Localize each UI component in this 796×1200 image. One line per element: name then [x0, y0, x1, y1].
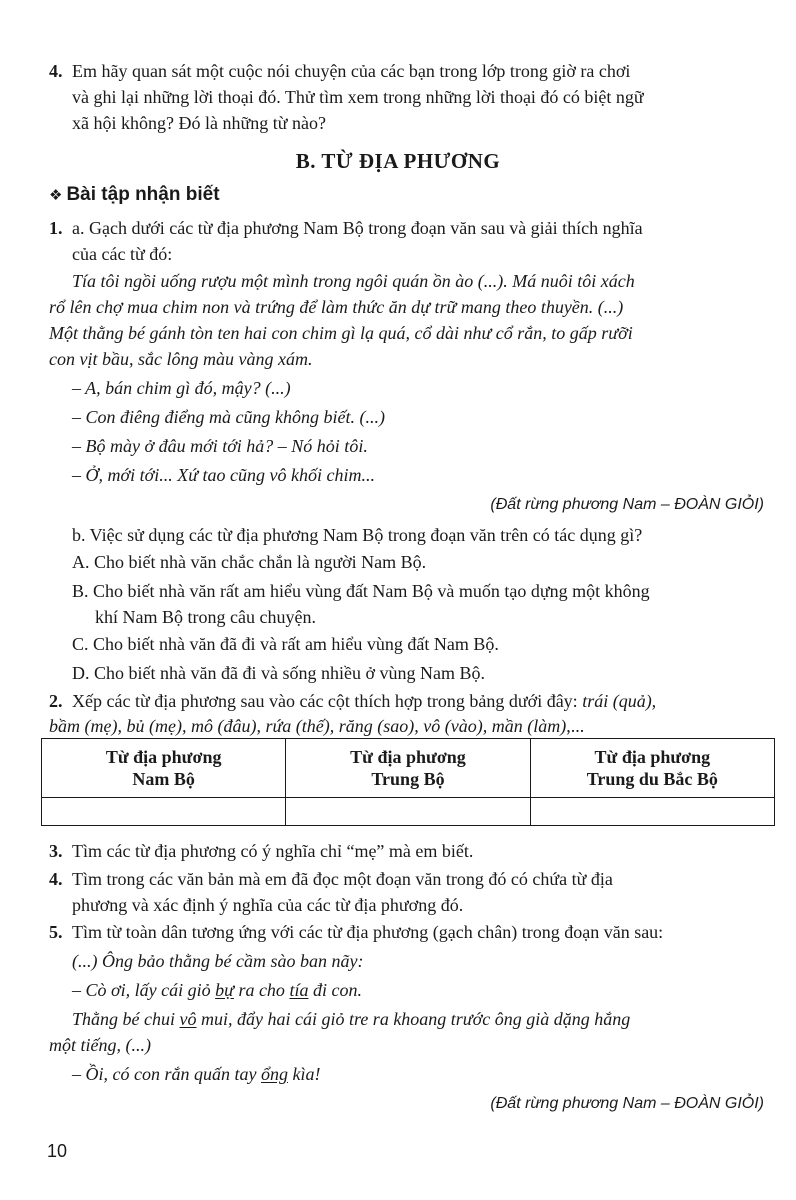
answer-option-a: A. Cho biết nhà văn chắc chắn là người Nam Bộ.	[72, 552, 427, 572]
passage-text: kìa!	[287, 1064, 321, 1084]
passage-text: – Cò ơi, lấy cái giỏ	[72, 980, 216, 1000]
exercise-line: Em hãy quan sát một cuộc nói chuyện của các bạn trong lớp trong giờ ra chơi	[72, 61, 631, 81]
exercise-number: 1.	[49, 218, 63, 238]
passage-line	[72, 1063, 320, 1085]
column-header-trung-bo	[286, 739, 530, 798]
header-line: Từ địa phương	[105, 747, 222, 767]
dialogue-line: – A, bán chim gì đó, mậy? (...)	[72, 378, 291, 398]
section-title: B. TỪ ĐỊA PHƯƠNG	[295, 149, 501, 173]
question-text: b. Việc sử dụng các từ địa phương Nam Bộ trong đoạn văn trên có tác dụng gì?	[72, 525, 643, 545]
table-header-row	[42, 739, 775, 798]
question-text: Tìm trong các văn bản mà em đã đọc một đoạn văn trong đó có chứa từ địa	[72, 869, 613, 889]
underlined-dialect-word: vô	[179, 1009, 197, 1029]
answer-option-d: D. Cho biết nhà văn đã đi và sống nhiều ở vùng Nam Bộ.	[72, 663, 485, 683]
exercise-number: 3.	[49, 841, 63, 861]
passage-line: một tiếng, (...)	[49, 1035, 151, 1055]
passage-line: (...) Ông bảo thằng bé cầm sào ban nãy:	[72, 951, 364, 971]
answer-option-b: B. Cho biết nhà văn rất am hiểu vùng đất Nam Bộ và muốn tạo dựng một không	[72, 581, 650, 601]
underlined-dialect-word: ổng	[260, 1064, 288, 1084]
underlined-dialect-word: bự	[215, 980, 234, 1000]
passage-text: ra cho	[233, 980, 290, 1000]
table-cell	[42, 798, 286, 826]
passage-line: Tía tôi ngồi uống rượu một mình trong ngôi quán ồn ào (...). Má nuôi tôi xách	[72, 271, 635, 291]
column-header-nam-bo	[42, 739, 286, 798]
header-line: Trung du Bắc Bộ	[586, 769, 718, 789]
passage-text: đi con.	[308, 980, 362, 1000]
header-line: Từ địa phương	[594, 747, 711, 767]
question-text-words: bầm (mẹ), bủ (mẹ), mô (đâu), rứa (thế), răng (sao), vô (vào), mần (làm)	[49, 716, 567, 736]
passage-line	[72, 979, 362, 1001]
answer-option-b-cont: khí Nam Bộ trong câu chuyện.	[95, 607, 316, 627]
dialogue-line: – Con điêng điểng mà cũng không biết. (...)	[72, 407, 385, 427]
table-row	[42, 798, 775, 826]
question-text: của các từ đó:	[72, 244, 173, 264]
header-line: Trung Bộ	[371, 769, 445, 789]
question-text: a. Gạch dưới các từ địa phương Nam Bộ trong đoạn văn sau và giải thích nghĩa	[72, 218, 643, 238]
table-cell	[530, 798, 774, 826]
underlined-dialect-word: tía	[289, 980, 309, 1000]
subsection-title	[49, 184, 220, 207]
table-cell	[286, 798, 530, 826]
answer-option-c: C. Cho biết nhà văn đã đi và rất am hiểu vùng đất Nam Bộ.	[72, 634, 499, 654]
question-text: Tìm các từ địa phương có ý nghĩa chỉ “mẹ” mà em biết.	[72, 841, 474, 861]
passage-text: mui, đẩy hai cái giỏ tre ra khoang trước ông già dặng hắng	[196, 1009, 631, 1029]
question-text-words: trái (quả),	[582, 691, 657, 711]
passage-line: rổ lên chợ mua chim non và trứng để làm thức ăn dự trữ mang theo thuyền. (...)	[49, 297, 624, 317]
page-number: 10	[47, 1141, 68, 1161]
exercise-number: 4.	[49, 61, 63, 81]
passage-line: con vịt bầu, sắc lông màu vàng xám.	[49, 349, 313, 369]
passage-line	[72, 1008, 630, 1030]
question-text	[49, 715, 584, 737]
exercise-number: 2.	[49, 691, 63, 711]
diamond-bullet-icon: ❖	[49, 187, 63, 204]
source-citation: (Đất rừng phương Nam – ĐOÀN GIỎI)	[490, 496, 764, 513]
subsection-label: Bài tập nhận biết	[66, 184, 220, 205]
source-citation: (Đất rừng phương Nam – ĐOÀN GIỎI)	[490, 1095, 764, 1112]
question-text: phương và xác định ý nghĩa của các từ địa phương đó.	[72, 895, 464, 915]
exercise-number: 4.	[49, 869, 63, 889]
exercise-line: và ghi lại những lời thoại đó. Thử tìm xem trong những lời thoại đó có biệt ngữ	[72, 87, 644, 107]
dialogue-line: – Ở, mới tới... Xứ tao cũng vô khối chim...	[72, 465, 375, 485]
column-header-trung-du-bac-bo	[530, 739, 774, 798]
question-text: Tìm từ toàn dân tương ứng với các từ địa phương (gạch chân) trong đoạn văn sau:	[72, 922, 664, 942]
header-line: Từ địa phương	[350, 747, 466, 767]
header-line: Nam Bộ	[132, 769, 195, 789]
dialect-table	[41, 738, 775, 826]
exercise-number: 5.	[49, 922, 63, 942]
question-text-plain: ,...	[566, 716, 585, 736]
passage-text: Thằng bé chui	[72, 1009, 180, 1029]
passage-line: Một thằng bé gánh tòn ten hai con chim gì lạ quá, cổ dài như cổ rắn, to gấp rưỡi	[49, 323, 633, 343]
dialogue-line: – Bộ mày ở đâu mới tới hả? – Nó hỏi tôi.	[72, 436, 368, 456]
question-text-plain: Xếp các từ địa phương sau vào các cột thích hợp trong bảng dưới đây:	[72, 691, 583, 711]
question-text	[72, 690, 656, 712]
passage-text: – Ồi, có con rắn quấn tay	[72, 1064, 261, 1084]
exercise-line: xã hội không? Đó là những từ nào?	[72, 113, 326, 133]
